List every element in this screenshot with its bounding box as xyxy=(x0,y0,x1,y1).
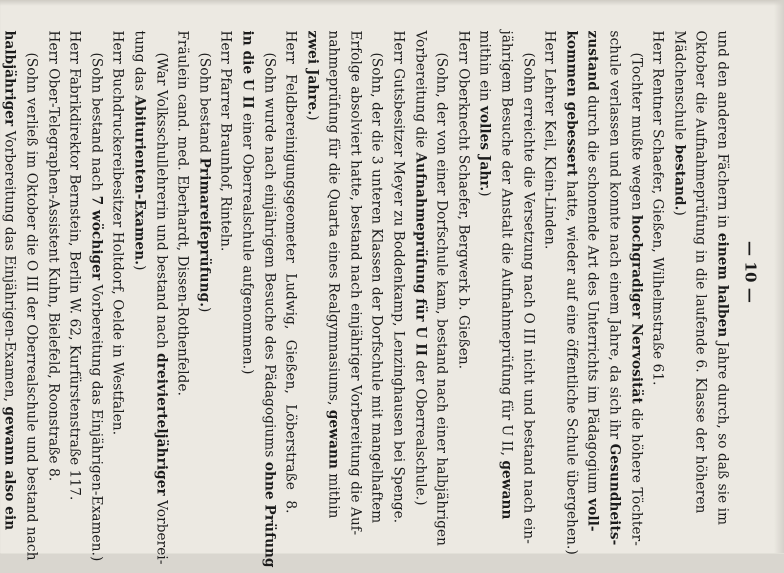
text-run: (Sohn bestand xyxy=(195,52,212,158)
emphasized-text: bestand. xyxy=(670,144,687,210)
text-run: Vorbereitung das Einjährigen-Examen.) xyxy=(87,279,104,561)
text-run: mithin xyxy=(325,468,342,519)
text-run: Mädchenschule xyxy=(670,30,687,145)
text-line xyxy=(149,30,171,565)
emphasized-text: in die U II xyxy=(238,30,255,109)
text-line xyxy=(516,30,538,544)
text-line xyxy=(710,30,732,525)
text-run: jährigem Besuche der Anstalt die Aufnahmeprüfung für U II, xyxy=(498,30,515,460)
emphasized-text: Gesundheits- xyxy=(606,443,623,545)
emphasized-text: gewann also ein xyxy=(1,406,18,530)
text-line xyxy=(300,30,322,513)
text-run: durch die schonende Art des Unterrichts im Pädagogium xyxy=(584,90,601,498)
text-line xyxy=(624,30,646,546)
emphasized-text: hochgradiger Nervosität xyxy=(627,214,644,404)
text-run: ) xyxy=(303,114,320,121)
text-run: Herr Fabrikdirektor Bernstein, Berlin W. 62, Kurfürstenstraße 117. xyxy=(66,30,83,500)
page-number: — 10 — xyxy=(741,240,759,303)
text-line xyxy=(667,30,689,513)
text-line xyxy=(322,30,344,519)
emphasized-text: voll- xyxy=(584,497,601,532)
text-run: Herr Gutsbesitzer Meyer zu Boddenkamp, Lenzinghausen bei Spenge. xyxy=(390,30,407,523)
emphasized-text: zwei Jahre. xyxy=(303,30,320,115)
scan-shadow-top xyxy=(0,0,784,6)
text-run: Vorbereitung die xyxy=(411,30,428,152)
text-run: nahmeprüfung für die Quarta eines Realgymnasiums, xyxy=(325,30,342,410)
text-line xyxy=(602,30,624,545)
text-run: Fräulein cand. med. Eberhardt, Dissen-Rothenfelde. xyxy=(174,30,191,396)
text-line xyxy=(473,30,495,513)
text-run: Oktober die Aufnahmeprüfung in die laufende 6. Klasse der höheren xyxy=(692,30,709,513)
text-run: Vorberei- xyxy=(152,495,169,565)
text-line xyxy=(408,30,430,513)
text-line xyxy=(171,30,193,513)
text-line xyxy=(689,30,711,513)
text-run: (Tochter mußte wegen xyxy=(627,52,644,215)
text-line xyxy=(494,30,516,519)
text-line xyxy=(235,30,257,513)
text-run: ) xyxy=(130,264,147,271)
text-run: ) xyxy=(670,209,687,216)
text-run: Herr Oberknecht Schaefer, Bergwerk b. Gießen. xyxy=(454,30,471,369)
text-line xyxy=(581,30,603,532)
text-line xyxy=(84,30,106,561)
text-run: Herr Pfarrer Braunhof, Rinteln. xyxy=(217,30,234,251)
text-run: Vorbereitung das Einjährigen-Examen, xyxy=(1,125,18,406)
text-line xyxy=(279,30,301,513)
text-run: (Sohn wurde nach einjährigem Besuche des Pädagogiums xyxy=(260,52,277,462)
text-run: Herr Ober-Telegraphen-Assistent Kuhn, Bielefeld, Roonstraße 8. xyxy=(44,30,61,481)
text-run: Herr Buchdruckereibesitzer Holtdorf, Oelde in Westfalen. xyxy=(109,30,126,435)
emphasized-text: gewann xyxy=(498,459,515,519)
text-line xyxy=(559,30,581,555)
text-run: hatte, wieder auf eine öffentliche Schule übergehen.) xyxy=(562,175,579,555)
text-line xyxy=(365,30,387,523)
text-line xyxy=(646,30,668,513)
emphasized-text: halbjähriger xyxy=(1,30,18,126)
text-line xyxy=(430,30,452,546)
text-run: und den anderen Fächern in xyxy=(714,30,730,233)
text-run: (Sohn verließ im Oktober die O III der Oberrealschule und bestand nach xyxy=(23,52,39,561)
text-run: Herr Rentner Schaefer, Gießen, Wilhelmstraße 61. xyxy=(649,30,666,386)
emphasized-text: gewann xyxy=(325,409,342,469)
text-run: ) xyxy=(476,190,493,197)
text-run: Herr Feldbereinigungsgeometer Ludwig, Gießen, Löberstraße 8. xyxy=(282,30,299,513)
text-line xyxy=(63,30,85,513)
text-line xyxy=(106,30,128,513)
text-run: Erfolge absolviert hatte, bestand nach einjähriger Vorbereitung die Auf- xyxy=(346,30,363,535)
text-run: (Sohn bestand nach xyxy=(87,52,104,196)
text-line xyxy=(0,30,19,530)
text-run: ) xyxy=(195,306,212,312)
text-line xyxy=(538,30,560,513)
text-line xyxy=(214,30,236,513)
text-run: (Sohn erreichte die Versetzung nach O III nicht und bestand nach ein- xyxy=(519,52,536,544)
emphasized-text: 7 wöchiger xyxy=(87,195,104,280)
text-run: tung das xyxy=(130,30,147,95)
text-run: (War Volksschullehrerin und bestand nach xyxy=(152,52,169,353)
emphasized-text: volles Jahr. xyxy=(476,105,493,191)
text-run: mithin ein xyxy=(476,30,493,106)
text-line xyxy=(19,30,41,561)
text-run: Herr Lehrer Keil, Klein-Linden. xyxy=(541,30,558,249)
text-run: einer Oberrealschule aufgenommen.) xyxy=(238,108,255,375)
document-body xyxy=(0,30,732,568)
text-run: schule verlassen und konnte nach einem Jahre, da sich ihr xyxy=(606,30,623,444)
text-line xyxy=(451,30,473,513)
text-line xyxy=(127,30,149,513)
text-line xyxy=(343,30,365,535)
emphasized-text: zustand xyxy=(584,30,601,91)
text-run: (Sohn, der von einer Dorfschule kam, bestand nach einer halbjährigen xyxy=(433,52,450,546)
text-run: Jahre durch, so daß sie im xyxy=(714,336,730,525)
text-line xyxy=(387,30,409,523)
text-run: der Oberrealschule.) xyxy=(411,355,428,506)
emphasized-text: kommen gebessert xyxy=(562,30,579,176)
text-line xyxy=(192,30,214,513)
emphasized-text: Primareifeprüfung. xyxy=(195,157,212,307)
emphasized-text: dreivierteljähriger xyxy=(152,352,169,496)
emphasized-text: Aufnahmeprüfung für U II xyxy=(411,152,428,356)
text-line xyxy=(257,30,279,568)
text-line xyxy=(41,30,63,513)
emphasized-text: einem halben xyxy=(714,232,730,337)
text-run: die höhere Töchter- xyxy=(627,403,644,546)
text-run: (Sohn, der die 3 unteren Klassen der Dorfschule mit mangelhaftem xyxy=(368,52,385,523)
emphasized-text: ohne Prüfung xyxy=(260,461,277,568)
emphasized-text: Abiturienten-Examen. xyxy=(130,95,147,265)
scan-shadow-right xyxy=(774,0,784,553)
